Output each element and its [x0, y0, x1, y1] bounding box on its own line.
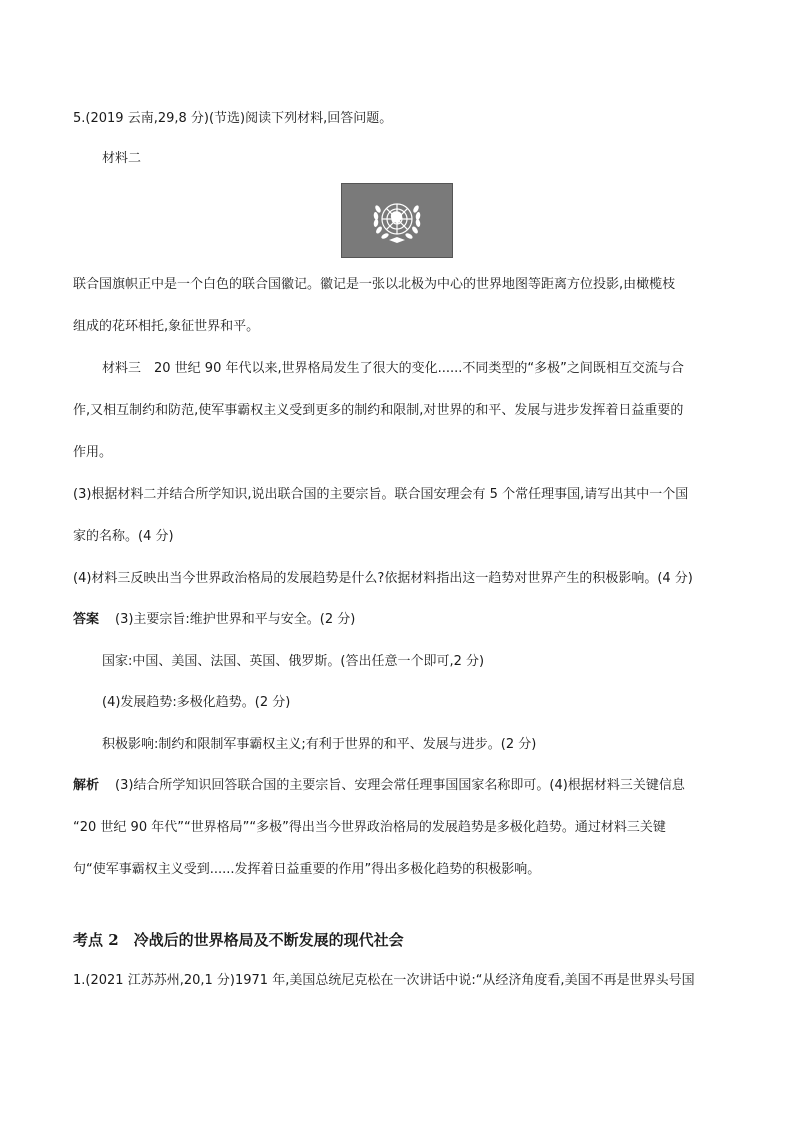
- question-4: (4)材料三反映出当今世界政治格局的发展趋势是什么?依据材料指出这一趋势对世界产生的积极影响。(4 分): [73, 571, 693, 586]
- answer-label: 答案: [73, 612, 100, 627]
- question-1-stem: 1.(2021 江苏苏州,20,1 分)1971 年,美国总统尼克松在一次讲话中说:“从经济角度看,美国不再是世界头号国: [73, 973, 695, 988]
- material-2-text-line-2: 组成的花环相托,象征世界和平。: [73, 319, 260, 334]
- material-3-text-line-1: 材料三 20 世纪 90 年代以来,世界格局发生了很大的变化......不同类型的“多极”之间既相互交流与合: [102, 361, 684, 376]
- analysis-line-2: “20 世纪 90 年代”“世界格局”“多极”得出当今世界政治格局的发展趋势是多极化趋势。通过材料三关键: [73, 820, 666, 835]
- analysis-block-line-1: [73, 777, 685, 795]
- material-2-label: 材料二: [102, 151, 142, 166]
- answer-block-line-1: [73, 611, 355, 629]
- material-3-text-line-3: 作用。: [73, 445, 113, 460]
- un-flag-image: [341, 183, 453, 258]
- question-3-line-1: (3)根据材料二并结合所学知识,说出联合国的主要宗旨。联合国安理会有 5 个常任理事国,请写出其中一个国: [73, 487, 689, 502]
- answer-line-2: 国家:中国、美国、法国、英国、俄罗斯。(答出任意一个即可,2 分): [102, 654, 485, 669]
- answer-line-1: (3)主要宗旨:维护世界和平与安全。(2 分): [115, 612, 356, 627]
- analysis-line-1: (3)结合所学知识回答联合国的主要宗旨、安理会常任理事国国家名称即可。(4)根据材料三关键信息: [115, 778, 685, 793]
- analysis-line-3: 句“使军事霸权主义受到......发挥着日益重要的作用”得出多极化趋势的积极影响。: [73, 862, 541, 877]
- answer-line-3: (4)发展趋势:多极化趋势。(2 分): [102, 695, 291, 710]
- section-heading: 考点 2 冷战后的世界格局及不断发展的现代社会: [73, 931, 404, 949]
- analysis-label: 解析: [73, 778, 100, 793]
- question-3-line-2: 家的名称。(4 分): [73, 529, 174, 544]
- material-3-text-line-2: 作,又相互制约和防范,使军事霸权主义受到更多的制约和限制,对世界的和平、发展与进步发挥着日益重要的: [73, 403, 684, 418]
- un-emblem-icon: [365, 191, 429, 251]
- question-5-stem: 5.(2019 云南,29,8 分)(节选)阅读下列材料,回答问题。: [73, 111, 393, 126]
- answer-line-4: 积极影响:制约和限制军事霸权主义;有利于世界的和平、发展与进步。(2 分): [102, 737, 537, 752]
- material-2-text-line-1: 联合国旗帜正中是一个白色的联合国徽记。徽记是一张以北极为中心的世界地图等距离方位投影,由橄榄枝: [73, 277, 676, 292]
